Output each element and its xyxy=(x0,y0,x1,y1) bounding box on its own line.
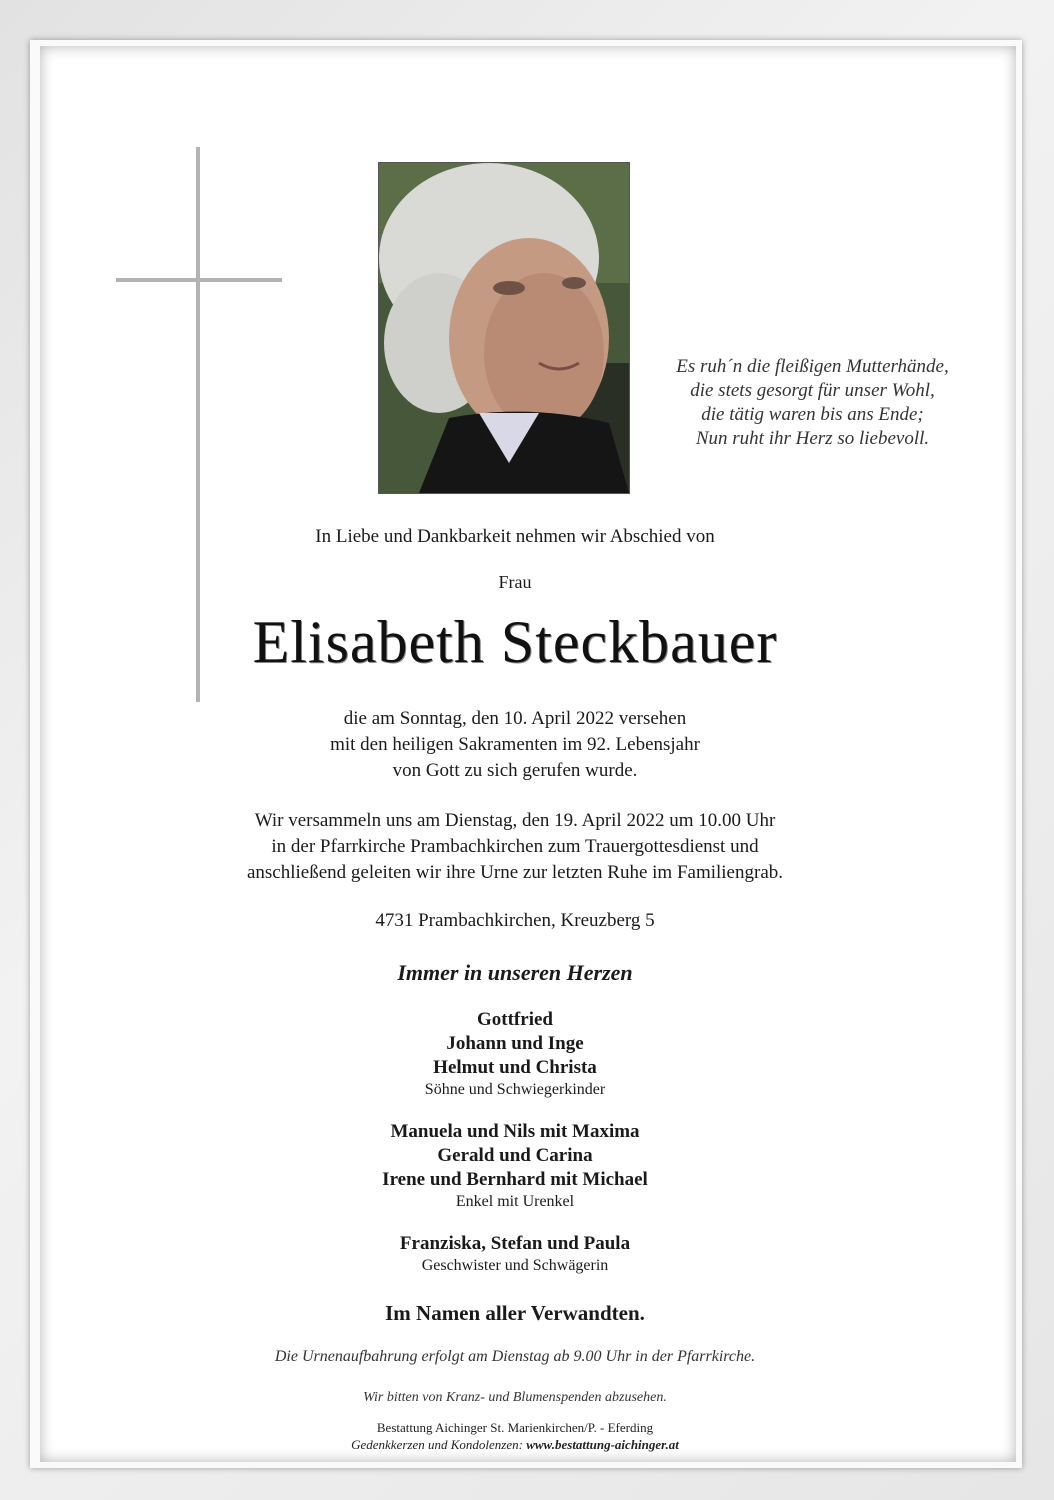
death-notice-line: die am Sonntag, den 10. April 2022 versehen xyxy=(343,708,687,729)
death-notice-line: von Gott zu sich gerufen wurde. xyxy=(392,760,638,781)
family-relation: Söhne und Schwiegerkinder xyxy=(424,1081,606,1098)
service-line: anschließend geleiten wir ihre Urne zur letzten Ruhe im Familiengrab. xyxy=(246,862,784,883)
service-line: Wir versammeln uns am Dienstag, den 19. April 2022 um 10.00 Uhr xyxy=(254,810,776,831)
poem-line: Es ruh´n die fleißigen Mutterhände, xyxy=(676,356,949,377)
family-name: Gottfried xyxy=(477,1009,553,1030)
condolence-line xyxy=(0,1437,1030,1453)
urn-notice: Die Urnenaufbahrung erfolgt am Dienstag ab 9.00 Uhr in der Pfarrkirche. xyxy=(274,1348,756,1365)
intro-text: In Liebe und Dankbarkeit nehmen wir Abschied von xyxy=(315,526,715,547)
family-name: Johann und Inge xyxy=(446,1033,584,1054)
service-line: in der Pfarrkirche Prambachkirchen zum Trauergottesdienst und xyxy=(271,836,759,857)
family-group-grandchildren xyxy=(0,1120,1030,1212)
family-relation: Geschwister und Schwägerin xyxy=(421,1257,609,1274)
undertaker: Bestattung Aichinger St. Marienkirchen/P. - Eferding xyxy=(376,1420,654,1435)
family-relation: Enkel mit Urenkel xyxy=(455,1193,575,1210)
deceased-name: Elisabeth Steckbauer xyxy=(252,609,778,675)
condolence-link[interactable]: www.bestattung-aichinger.at xyxy=(526,1437,679,1452)
address: 4731 Prambachkirchen, Kreuzberg 5 xyxy=(375,910,655,931)
family-name: Helmut und Christa xyxy=(433,1057,597,1078)
flowers-notice: Wir bitten von Kranz- und Blumenspenden abzusehen. xyxy=(363,1390,667,1405)
motto: Immer in unseren Herzen xyxy=(397,960,633,985)
poem xyxy=(640,355,985,451)
family-name: Franziska, Stefan und Paula xyxy=(399,1233,631,1254)
death-notice-line: mit den heiligen Sakramenten im 92. Lebensjahr xyxy=(330,734,700,755)
service-info xyxy=(0,808,1030,886)
family-group-sons xyxy=(0,1008,1030,1100)
family-name: Irene und Bernhard mit Michael xyxy=(382,1169,648,1190)
family-name: Gerald und Carina xyxy=(437,1145,593,1166)
family-group-siblings xyxy=(0,1232,1030,1276)
death-notice xyxy=(0,706,1030,784)
relatives-line: Im Namen aller Verwandten. xyxy=(385,1301,645,1325)
family-name: Manuela und Nils mit Maxima xyxy=(390,1121,640,1142)
poem-line: Nun ruht ihr Herz so liebevoll. xyxy=(695,428,930,449)
portrait-photo xyxy=(378,162,630,494)
condolence-label: Gedenkkerzen und Kondolenzen: xyxy=(351,1437,523,1452)
cross-icon-horizontal xyxy=(116,278,282,282)
portrait-illustration xyxy=(379,163,629,493)
poem-line: die tätig waren bis ans Ende; xyxy=(701,404,924,425)
salutation: Frau xyxy=(498,572,532,592)
poem-line: die stets gesorgt für unser Wohl, xyxy=(690,380,935,401)
